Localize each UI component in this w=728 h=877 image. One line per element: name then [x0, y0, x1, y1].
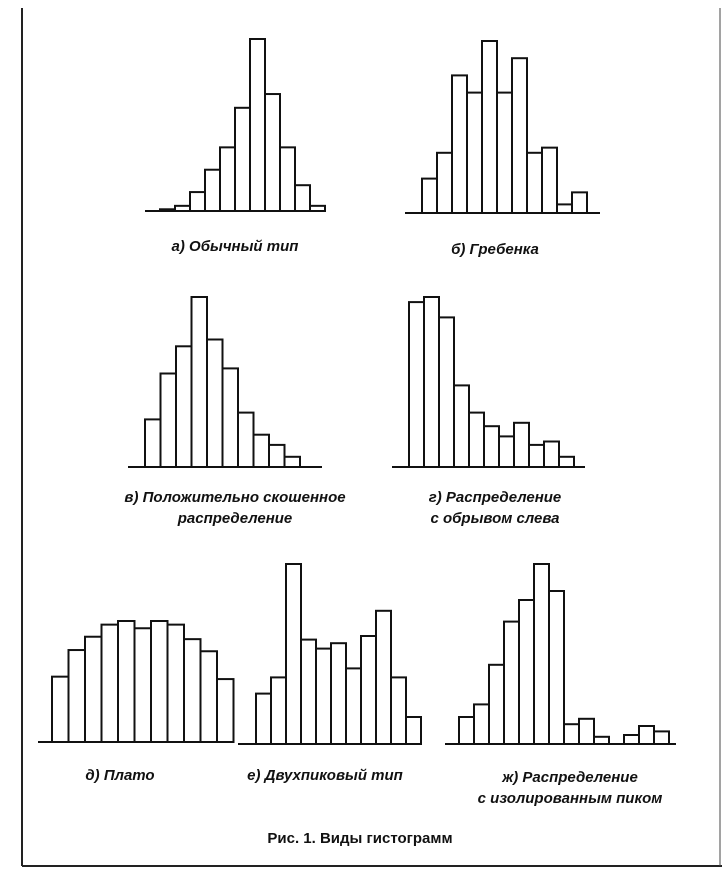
- caption-b: [390, 239, 600, 260]
- caption-v: [100, 487, 370, 529]
- histogram-bar-d-4: [102, 625, 119, 742]
- histogram-bar-b-8: [527, 153, 542, 213]
- histogram-bar-b-5: [482, 41, 497, 213]
- histogram-bar-zh-12: [624, 735, 639, 744]
- caption-g-line-2: с обрывом слева: [430, 510, 560, 527]
- histogram-bar-zh-4: [504, 622, 519, 744]
- histogram-bar-a-6: [235, 108, 250, 211]
- histogram-bar-v-3: [176, 346, 192, 467]
- caption-d: [60, 765, 180, 786]
- histogram-bar-zh-6: [534, 564, 549, 744]
- histogram-bar-zh-8: [564, 724, 579, 744]
- histogram-bar-a-2: [175, 206, 190, 211]
- histogram-bar-a-7: [250, 39, 265, 211]
- histogram-bar-e-11: [406, 717, 421, 744]
- histogram-bar-b-3: [452, 75, 467, 213]
- histogram-bar-g-3: [439, 317, 454, 467]
- histogram-bar-d-2: [69, 650, 86, 742]
- histogram-bar-v-6: [223, 368, 239, 467]
- histogram-bar-e-2: [271, 677, 286, 744]
- figure-caption: Рис. 1. Виды гистограмм: [267, 830, 453, 847]
- histogram-bar-g-4: [454, 385, 469, 467]
- caption-a: [130, 236, 340, 257]
- histogram-bar-d-8: [168, 625, 185, 742]
- histogram-bar-b-7: [512, 58, 527, 213]
- caption-v-line-2: распределение: [177, 510, 293, 527]
- histogram-bar-d-6: [135, 628, 152, 742]
- histogram-bar-zh-3: [489, 665, 504, 744]
- histogram-bar-v-2: [161, 374, 177, 468]
- histogram-bar-zh-1: [459, 717, 474, 744]
- caption-v-line-1: в) Положительно скошенное: [124, 489, 346, 506]
- histogram-bar-zh-7: [549, 591, 564, 744]
- caption-b-line-1: б) Гребенка: [451, 241, 539, 258]
- caption-e-line-1: е) Двухпиковый тип: [247, 767, 403, 784]
- caption-zh-line-2: с изолированным пиком: [477, 790, 663, 807]
- histogram-bar-v-4: [192, 297, 208, 467]
- caption-e: [225, 765, 425, 786]
- histogram-bar-zh-9: [579, 719, 594, 744]
- histogram-bar-d-1: [52, 677, 69, 742]
- histogram-grid: [38, 39, 676, 744]
- caption-zh: [460, 767, 680, 809]
- histogram-bar-a-3: [190, 192, 205, 211]
- histogram-bar-d-10: [201, 651, 218, 742]
- histogram-bar-g-9: [529, 445, 544, 467]
- histogram-bar-g-6: [484, 426, 499, 467]
- histogram-bar-g-11: [559, 457, 574, 467]
- histogram-bar-g-8: [514, 423, 529, 467]
- histogram-bar-e-7: [346, 668, 361, 744]
- histogram-bar-g-5: [469, 413, 484, 467]
- histogram-bar-g-7: [499, 436, 514, 467]
- histogram-bar-a-1: [160, 209, 175, 211]
- histogram-bar-a-4: [205, 170, 220, 211]
- histogram-bar-d-11: [217, 679, 234, 742]
- caption-d-line-1: д) Плато: [85, 767, 155, 784]
- histogram-bar-zh-2: [474, 704, 489, 744]
- histogram-bar-zh-10: [594, 737, 609, 744]
- histogram-bar-v-1: [145, 419, 161, 467]
- histogram-bar-d-9: [184, 639, 201, 742]
- histogram-bar-e-4: [301, 640, 316, 744]
- histogram-bar-e-3: [286, 564, 301, 744]
- histogram-bar-a-10: [295, 185, 310, 211]
- histogram-bar-d-5: [118, 621, 135, 742]
- histogram-bar-e-5: [316, 649, 331, 744]
- histogram-bar-v-5: [207, 340, 223, 468]
- histogram-bar-b-1: [422, 179, 437, 213]
- histogram-bar-a-11: [310, 206, 325, 211]
- caption-a-line-1: а) Обычный тип: [171, 238, 299, 255]
- histogram-bar-v-9: [269, 445, 285, 467]
- histogram-bar-b-11: [572, 192, 587, 213]
- histogram-bar-b-9: [542, 148, 557, 213]
- histogram-bar-v-7: [238, 413, 254, 467]
- histogram-bar-e-1: [256, 694, 271, 744]
- histogram-bar-d-3: [85, 637, 102, 742]
- histogram-bar-b-10: [557, 204, 572, 213]
- histogram-bar-e-9: [376, 611, 391, 744]
- histogram-bar-e-10: [391, 677, 406, 744]
- histogram-bar-a-9: [280, 147, 295, 211]
- histogram-bar-v-8: [254, 435, 270, 467]
- histogram-bar-e-8: [361, 636, 376, 744]
- caption-g: [390, 487, 600, 529]
- histogram-bar-g-1: [409, 302, 424, 467]
- histogram-bar-zh-14: [654, 731, 669, 744]
- histogram-bar-g-10: [544, 442, 559, 468]
- histogram-bar-a-5: [220, 147, 235, 211]
- histogram-bar-zh-5: [519, 600, 534, 744]
- histogram-bar-b-2: [437, 153, 452, 213]
- caption-zh-line-1: ж) Распределение: [502, 769, 638, 786]
- histogram-bar-b-6: [497, 93, 512, 213]
- histogram-bar-b-4: [467, 93, 482, 213]
- histogram-bar-d-7: [151, 621, 168, 742]
- histogram-bar-g-2: [424, 297, 439, 467]
- histogram-bar-e-6: [331, 643, 346, 744]
- caption-g-line-1: г) Распределение: [428, 489, 562, 506]
- histogram-bar-a-8: [265, 94, 280, 211]
- histogram-bar-zh-13: [639, 726, 654, 744]
- histogram-bar-v-10: [285, 457, 301, 467]
